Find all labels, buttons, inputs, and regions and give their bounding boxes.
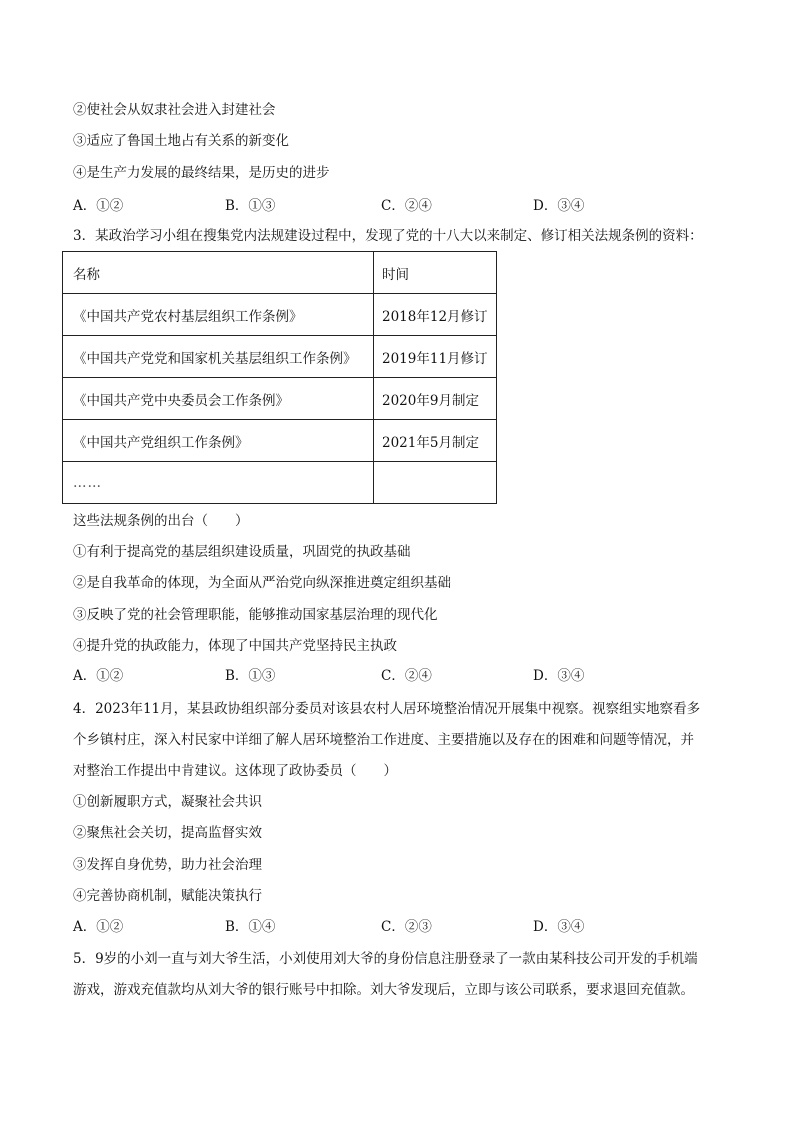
q3-item-4: ④提升党的执政能力，体现了中国共产党坚持民主执政	[73, 638, 397, 654]
table-row	[63, 294, 497, 336]
table-cell-empty	[374, 462, 497, 504]
q2-option-a: A．①②	[73, 198, 124, 214]
q4-item-1: ①创新履职方式，凝聚社会共识	[73, 794, 262, 810]
q3-regulations-table	[62, 251, 497, 504]
table-header-time: 时间	[374, 252, 497, 294]
table-cell-ellipsis: ……	[63, 462, 374, 504]
q3-item-2: ②是自我革命的体现，为全面从严治党向纵深推进奠定组织基础	[73, 575, 451, 591]
q3-option-c: C．②④	[381, 668, 432, 684]
table-header-row	[63, 252, 497, 294]
q4-item-2: ②聚焦社会关切，提高监督实效	[73, 825, 262, 841]
table-header-name: 名称	[63, 252, 374, 294]
q4-item-4: ④完善协商机制，赋能决策执行	[73, 888, 262, 904]
table-row	[63, 378, 497, 420]
q2-item-4: ④是生产力发展的最终结果，是历史的进步	[73, 165, 330, 181]
q3-stem: 3．某政治学习小组在搜集党内法规建设过程中，发现了党的十八大以来制定、修订相关法规条例的资料：	[73, 228, 703, 244]
table-cell-time: 2018年12月修订	[374, 294, 497, 336]
q3-item-3: ③反映了党的社会管理职能，能够推动国家基层治理的现代化	[73, 607, 438, 623]
q3-option-d: D．③④	[533, 668, 585, 684]
q2-option-c: C．②④	[381, 198, 432, 214]
table-cell-time: 2021年5月制定	[374, 420, 497, 462]
table-cell-name: 《中国共产党党和国家机关基层组织工作条例》	[63, 336, 374, 378]
q4-option-d: D．③④	[533, 919, 585, 935]
table-cell-name: 《中国共产党组织工作条例》	[63, 420, 374, 462]
q5-stem-line-2: 游戏，游戏充值款均从刘大爷的银行账号中扣除。刘大爷发现后，立即与该公司联系，要求退回充值款。	[73, 982, 694, 998]
table-row	[63, 462, 497, 504]
q3-option-b: B．①③	[225, 668, 276, 684]
q4-stem-line-2: 个乡镇村庄，深入村民家中详细了解人居环境整治工作进度、主要措施以及存在的困难和问题等情况，并	[73, 732, 694, 748]
q4-option-b: B．①④	[225, 919, 276, 935]
q4-option-a: A．①②	[73, 919, 124, 935]
q3-question: 这些法规条例的出台（ ）	[73, 513, 249, 529]
q4-stem-line-3: 对整治工作提出中肯建议。这体现了政协委员（ ）	[73, 763, 397, 779]
q4-option-c: C．②③	[381, 919, 432, 935]
table-cell-time: 2020年9月制定	[374, 378, 497, 420]
q2-item-2: ②使社会从奴隶社会进入封建社会	[73, 102, 276, 118]
q3-option-a: A．①②	[73, 668, 124, 684]
table-cell-name: 《中国共产党中央委员会工作条例》	[63, 378, 374, 420]
table-cell-name: 《中国共产党农村基层组织工作条例》	[63, 294, 374, 336]
table-cell-time: 2019年11月修订	[374, 336, 497, 378]
q5-stem-line-1: 5．9岁的小刘一直与刘大爷生活，小刘使用刘大爷的身份信息注册登录了一款由某科技公司开发的手机端	[73, 951, 698, 967]
q3-item-1: ①有利于提高党的基层组织建设质量，巩固党的执政基础	[73, 544, 411, 560]
q2-option-b: B．①③	[225, 198, 276, 214]
table-row	[63, 420, 497, 462]
q2-item-3: ③适应了鲁国土地占有关系的新变化	[73, 133, 289, 149]
q4-item-3: ③发挥自身优势，助力社会治理	[73, 857, 262, 873]
table-row	[63, 336, 497, 378]
q4-stem-line-1: 4．2023年11月，某县政协组织部分委员对该县农村人居环境整治情况开展集中视察。视察组实地察看多	[73, 701, 701, 717]
q2-option-d: D．③④	[533, 198, 585, 214]
